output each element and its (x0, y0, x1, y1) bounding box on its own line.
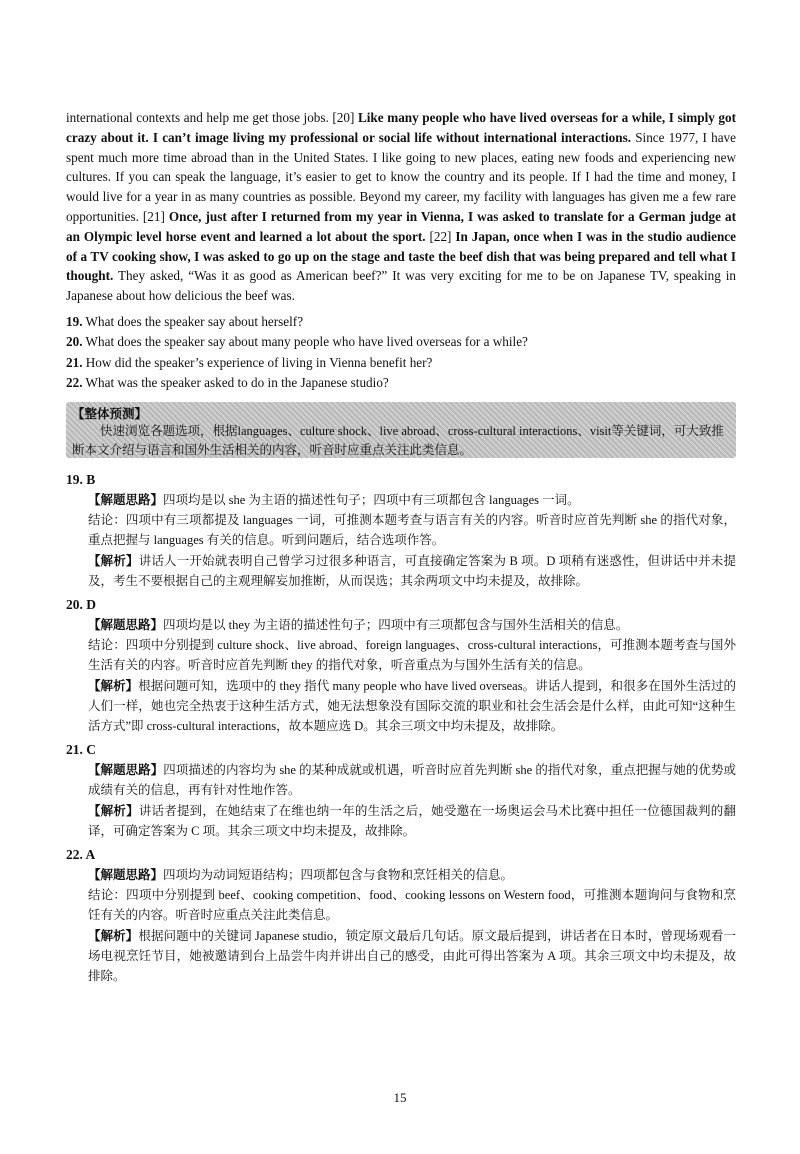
section-text: 四项均为动词短语结构；四项都包含与食物和烹饪相关的信息。 (163, 868, 514, 883)
answer-heading: 22. A (66, 847, 96, 863)
answer-19 (66, 470, 736, 591)
answer-heading: 21. C (66, 742, 96, 758)
answer-section (66, 470, 736, 986)
question-text: How did the speaker’s experience of living in Vienna benefit her? (85, 354, 433, 370)
question-item (66, 353, 736, 374)
transcript-bold: Like many people who have lived overseas for a while, I simply got crazy about it. I can’t image living my professional or social life without international interactions. (66, 110, 736, 145)
answer-21 (66, 740, 736, 841)
section-text: 四项均是以 she 为主语的描述性句子；四项中有三项都包含 languages 一词。 (163, 492, 580, 507)
section-tag: 【解题思路】 (88, 492, 164, 507)
question-item (66, 312, 736, 333)
transcript-text: international contexts and help me get those jobs. [20] (66, 110, 358, 125)
transcript-bold: In Japan, once when I was in the studio audience of a TV cooking show, I was asked to go up on the stage and taste the beef dish that was being prepared and tell what I thought. (66, 228, 736, 284)
solution-approach (88, 490, 736, 510)
conclusion: 结论：四项中分别提到 culture shock、live abroad、foreign languages、cross-cultural interactions，可推测本题考查与国外生活有关的内容。听音时应首先判断 they 的指代对象，听音重点为与国外生活有关的信息。 (88, 638, 736, 673)
solution-approach (88, 865, 736, 885)
solution-approach (88, 615, 736, 635)
section-text: 根据问题可知，选项中的 they 指代 many people who have lived overseas。讲话人提到，和很多在国外生活过的人们一样，她也完全热衷于这种生活方式，她无法想象没有国际交流的职业和社会生活会是什么样，由此可知“这种生活方式”即 cross-cultural interactions，故本题应选 D。其余三项文中均未提及，故排除。 (88, 678, 736, 733)
section-tag: 【解题思路】 (88, 868, 164, 883)
listening-transcript (66, 108, 736, 306)
section-tag: 【解题思路】 (88, 617, 164, 632)
section-tag: 【解析】 (88, 803, 139, 818)
question-list (66, 312, 736, 394)
answer-heading: 19. B (66, 471, 96, 487)
answer-20 (66, 595, 736, 736)
question-item (66, 332, 736, 353)
question-number: 19. (66, 313, 83, 329)
question-text: What does the speaker say about many people who have lived overseas for a while? (85, 334, 528, 350)
question-number: 20. (66, 334, 83, 350)
conclusion: 结论：四项中分别提到 beef、cooking competition、food、cooking lessons on Western food，可推测本题询问与食物和烹饪有关的内容。听音时应重点关注此类信息。 (88, 888, 736, 923)
solution-approach (88, 760, 736, 800)
transcript-text: [22] (425, 228, 456, 244)
transcript-text: They asked, “Was it as good as American beef?” It was very exciting for me to be on Japanese TV, speaking in Japanese about how delicious the beef was. (66, 268, 736, 304)
transcript-text: Since 1977, I have spent much more time abroad than in the United States. I like going to new places, eating new foods and experiencing new cultures. If you can speak the language, it’s easier to get to know the country and its people. If I had the time and money, I would live for a year in as many countries as possible. Beyond my career, my facility with languages has given me a few rare opportunities. [21] (66, 129, 736, 224)
analysis (88, 676, 736, 737)
question-number: 21. (66, 354, 83, 370)
overview-text: 快速浏览各题选项，根据languages、culture shock、live abroad、cross-cultural interactions、visit等关键词，可大致推断本文介绍与语言和国外生活相关的内容，听音时应重点关注此类信息。 (72, 423, 724, 457)
answer-heading: 20. D (66, 596, 96, 612)
section-text: 根据问题中的关键词 Japanese studio，锁定原文最后几句话。原文最后提到，讲话者在日本时，曾现场观看一场电视烹饪节目，她被邀请到台上品尝牛肉并讲出自己的感受，由此可得出答案为 A 项。其余三项文中均未提及，故排除。 (88, 928, 736, 984)
transcript-bold: Once, just after I returned from my year in Vienna, I was asked to translate for a German judge at an Olympic level horse event and learned a lot about the sport. (66, 208, 736, 244)
analysis (88, 801, 736, 841)
section-tag: 【解析】 (88, 928, 139, 943)
section-text: 四项均是以 they 为主语的描述性句子；四项中有三项都包含与国外生活相关的信息。 (163, 617, 629, 632)
question-text: What does the speaker say about herself? (85, 313, 304, 329)
section-text: 讲话人一开始就表明自己曾学习过很多种语言，可直接确定答案为 B 项。D 项稍有迷惑性，但讲话中并未提及，考生不要根据自己的主观理解妄加推断，从而误选；其余两项文中均未提及，故排除。 (88, 553, 736, 588)
section-tag: 【解析】 (88, 678, 139, 693)
answer-22 (66, 845, 736, 986)
analysis (88, 926, 736, 987)
overview-box (66, 402, 736, 458)
overview-header: 【整体预测】 (72, 406, 148, 421)
section-tag: 【解析】 (88, 553, 139, 568)
section-text: 四项描述的内容均为 she 的某种成就或机遇，听音时应首先判断 she 的指代对象，重点把握与她的优势或成绩有关的信息，再有针对性地作答。 (88, 763, 736, 798)
section-text: 讲话者提到，在她结束了在维也纳一年的生活之后，她受邀在一场奥运会马术比赛中担任一位德国裁判的翻译，可确定答案为 C 项。其余三项文中均未提及，故排除。 (88, 803, 736, 838)
question-item (66, 373, 736, 394)
analysis (88, 551, 736, 591)
page-content (66, 108, 736, 990)
question-number: 22. (66, 375, 83, 391)
conclusion: 结论：四项中有三项都提及 languages 一词，可推测本题考查与语言有关的内容。听音时应首先判断 she 的指代对象，重点把握与 languages 有关的信息。听到问题后，结合选项作答。 (88, 513, 736, 548)
page-number: 15 (393, 1090, 407, 1105)
question-text: What was the speaker asked to do in the Japanese studio? (85, 375, 389, 391)
section-tag: 【解题思路】 (88, 763, 164, 778)
